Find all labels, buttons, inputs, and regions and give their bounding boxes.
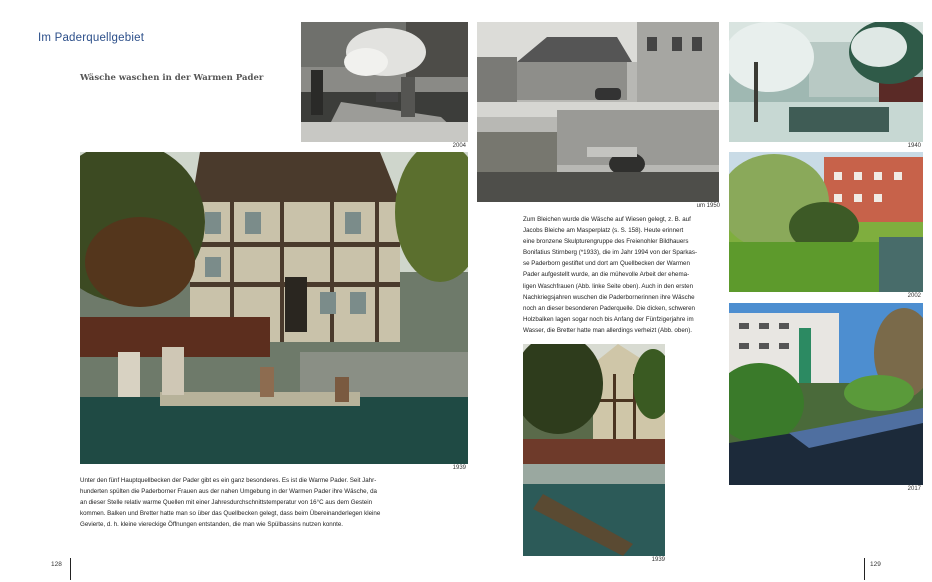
caption-left-line: Gevierte, d. h. kleine viereckige Öffnungen entstanden, die man wie Spülbassins nutzen konnte.	[80, 521, 344, 529]
page-number-left: 128	[51, 561, 62, 568]
caption-left-line: Unter den fünf Hauptquellbecken der Pader gibt es ein ganz besonderes. Es ist die Warme Pader. Seit Jahr-	[80, 477, 377, 484]
caption-right-line: Pader aufgestellt wurde, an die mühevolle Arbeit der ehema-	[523, 271, 690, 279]
caption-left-line: an dieser Stelle relativ warme Quellen mit einer Jahresdurchschnittstemperatur von 16°C aus dem Gestein	[80, 499, 373, 507]
timber-house-photo	[523, 344, 665, 556]
caption-right-line: Wasser, die Bretter hatte man allerdings verheizt (Abb. oben).	[523, 326, 692, 334]
caption-right-line: Nachkriegsjahren wuschen die Paderbornerinnen ihre Wäsche	[523, 293, 695, 301]
photo-year-2004: 2004	[452, 143, 466, 149]
caption-right-line: Jacobs Bleiche am Masperplatz (s. S. 158). Heute erinnert	[523, 227, 684, 235]
photo-year-2017: 2017	[907, 486, 921, 492]
caption-right-line: Holzbalken lagen sogar noch bis Anfang der Fünfzigerjahre im	[523, 315, 694, 323]
photo-year-2002: 2002	[907, 293, 921, 299]
photo-year-1939-main: 1939	[452, 465, 466, 471]
sculpture-group-photo	[301, 22, 468, 142]
page-rule-left	[70, 558, 71, 580]
washerwomen-photo	[80, 152, 468, 464]
old-street-photo	[477, 22, 719, 202]
caption-right-line: ligen Waschfrauen (Abb. linke Seite oben). Auch in den ersten	[523, 282, 694, 290]
page-number-right: 129	[870, 561, 881, 568]
photo-year-1939-bottom: 1939	[651, 557, 665, 563]
caption-left-line: kommen. Balken und Bretter hatte man so über das Quellbecken gelegt, dass beim Übereinanderlegen kleine	[80, 510, 381, 518]
caption-right-line: Zum Bleichen wurde die Wäsche auf Wiesen gelegt, z. B. auf	[523, 216, 691, 223]
park-photo	[729, 152, 923, 292]
caption-left	[80, 475, 470, 530]
caption-right-line: noch an dieser besonderen Paderquelle. Die dicken, schweren	[523, 304, 695, 312]
caption-right-line: eine bronzene Skulpturengruppe des Freienohler Bildhauers	[523, 238, 689, 246]
caption-right-line: Bonifatius Stirnberg (*1933), die im Jahr 1994 von der Sparkas-	[523, 249, 698, 257]
caption-left-line: hunderten spülten die Paderborner Frauen aus der nahen Umgebung in der Warmen Pader ihre Wäsche, da	[80, 488, 377, 496]
caption-right	[523, 214, 723, 336]
snowy-trees-photo	[729, 22, 923, 142]
river-photo	[729, 303, 923, 485]
caption-right-line: se Paderborn gestiftet und dort am Quellbecken der Warmen	[523, 260, 690, 268]
page-rule-right	[864, 558, 865, 580]
subtitle: Wäsche waschen in der Warmen Pader	[80, 73, 264, 83]
photo-year-um-1950: um 1950	[696, 203, 720, 209]
photo-year-1940: 1940	[907, 143, 921, 149]
section-title: Im Paderquellgebiet	[38, 32, 145, 44]
